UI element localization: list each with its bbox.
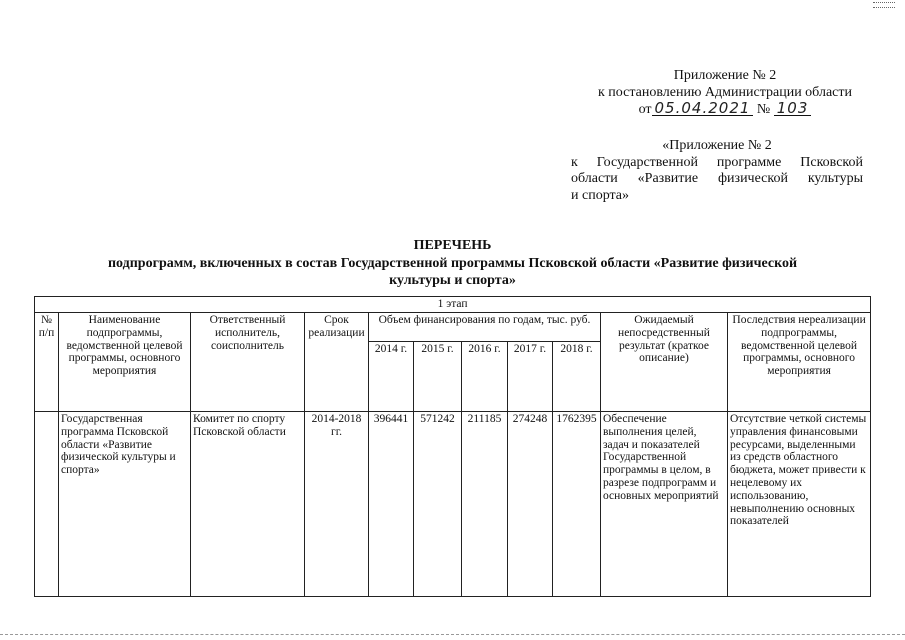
program-annex-title: «Приложение № 2 [662, 138, 772, 153]
header-year-2015: 2015 г. [414, 342, 462, 412]
annex-reference: к постановлению Администрации области [598, 84, 852, 100]
page-bottom-edge [0, 634, 905, 635]
stage-row [35, 297, 871, 313]
header-term: Срок реализации [305, 313, 369, 412]
row-name: Государственная программа Псковской области «Развитие физической культуры и спорта» [59, 412, 191, 597]
stage-label: 1 этап [35, 297, 871, 313]
header-year-2017: 2017 г. [508, 342, 553, 412]
row-consequences: Отсутствие четкой системы управления финансовыми ресурсами, выделенными из средств областного бюджета, может привести к нецелевому их использованию, невыполнению основных показателей [728, 412, 871, 597]
annex-title: Приложение № 2 [673, 68, 777, 83]
header-funding: Объем финансирования по годам, тыс. руб. [369, 313, 601, 342]
header-row-1 [35, 313, 871, 342]
header-year-2018: 2018 г. [553, 342, 601, 412]
header-consequences: Последствия нереализации подпрограммы, ведомственной целевой программы, основного мероприятия [728, 313, 871, 412]
document-subtitle [30, 256, 875, 289]
header-executor: Ответственный исполнитель, соисполнитель [191, 313, 305, 412]
handwritten-number: 103 [774, 101, 812, 116]
row-executor: Комитет по спорту Псковской области [191, 412, 305, 597]
annex-date-line [560, 101, 890, 119]
annex-date-prefix: от [638, 102, 652, 117]
page-edge-mark [873, 2, 895, 8]
handwritten-date: 05.04.2021 [652, 101, 754, 116]
header-year-2014: 2014 г. [369, 342, 414, 412]
row-num [35, 412, 59, 597]
program-annex-line-3: области «Развитие физической культуры [571, 171, 863, 186]
row-amount-2014: 396441 [369, 412, 414, 597]
row-amount-2015: 571242 [414, 412, 462, 597]
row-result: Обеспечение выполнения целей, задач и показателей Государственной программы в целом, в разрезе подпрограмм и основных мероприятий [601, 412, 728, 597]
row-amount-2016: 211185 [462, 412, 508, 597]
annex-attachment-header [560, 68, 890, 119]
row-amount-2017: 274248 [508, 412, 553, 597]
program-annex-line-2: к Государственной программе Псковской [571, 154, 863, 170]
document-title: ПЕРЕЧЕНЬ [413, 238, 492, 253]
subtitle-line-1: подпрограмм, включенных в состав Государственной программы Псковской области «Развитие физической [107, 256, 798, 271]
header-name: Наименование подпрограммы, ведомственной целевой программы, основного мероприятия [59, 313, 191, 412]
program-annex-line-4: и спорта» [571, 187, 630, 203]
header-num: № п/п [35, 313, 59, 412]
annex-program-reference [571, 138, 863, 204]
subtitle-line-2: культуры и спорта» [389, 272, 516, 288]
header-year-2016: 2016 г. [462, 342, 508, 412]
row-term: 2014-2018 гг. [305, 412, 369, 597]
header-result: Ожидаемый непосредственный результат (краткое описание) [601, 313, 728, 412]
number-sign: № [756, 102, 771, 117]
subprograms-table [34, 296, 871, 597]
table-row [35, 412, 871, 597]
row-amount-2018: 1762395 [553, 412, 601, 597]
